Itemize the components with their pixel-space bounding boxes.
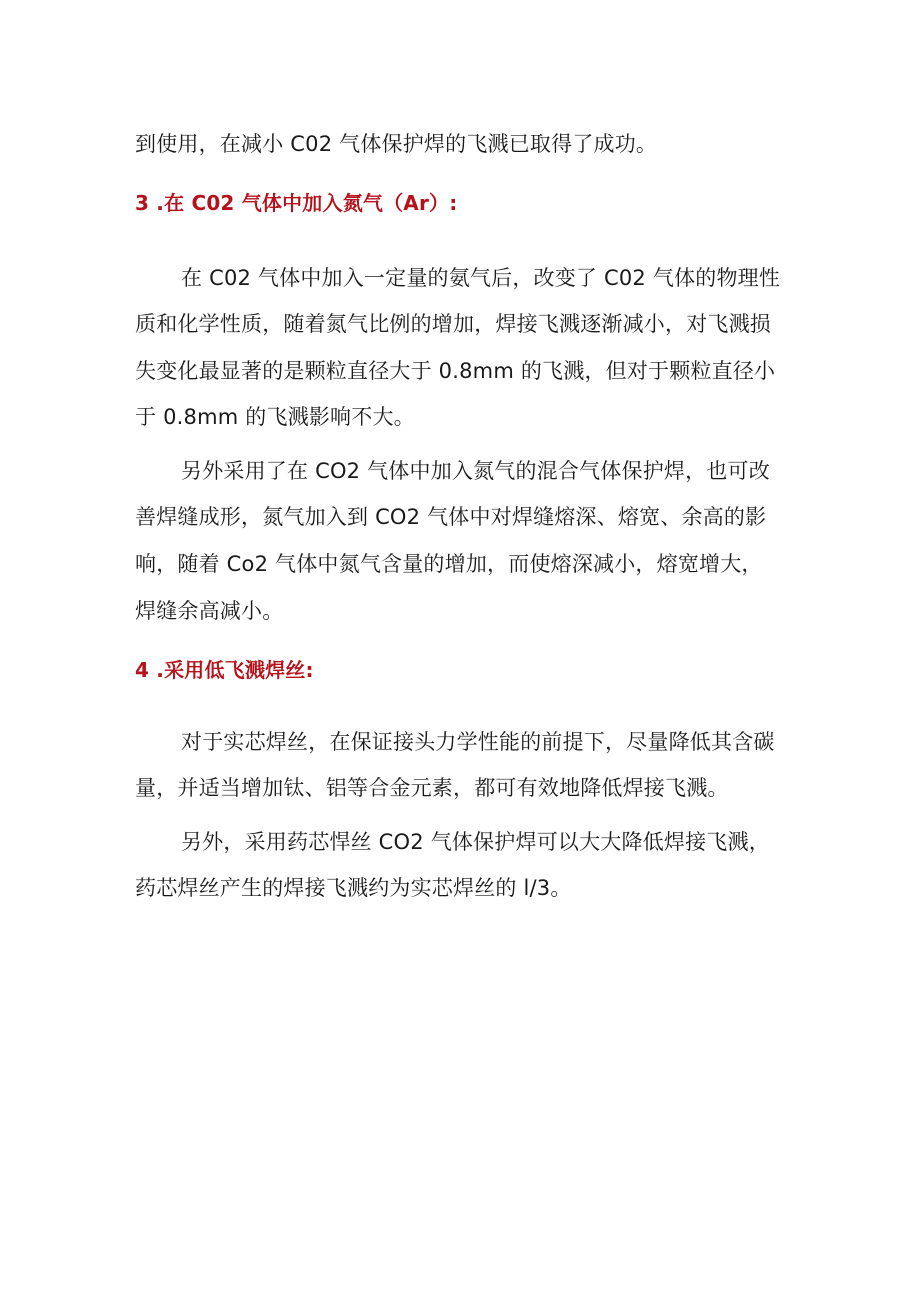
paragraph-line: 于 0.8mm 的飞溅影响不大。: [135, 405, 415, 429]
paragraph-line: 在 C02 气体中加入一定量的氨气后，改变了 C02 气体的物理性: [181, 266, 781, 290]
section-3-heading: 3 .在 C02 气体中加入氮气（Ar）:: [135, 191, 458, 215]
paragraph-line: 对于实芯焊丝，在保证接头力学性能的前提下，尽量降低其含碳: [181, 730, 775, 754]
paragraph-line: 响，随着 Co2 气体中氮气含量的增加，而使熔深减小，熔宽增大，: [135, 552, 763, 576]
intro-line: 到使用，在减小 C02 气体保护焊的飞溅已取得了成功。: [135, 132, 658, 156]
section-4-heading: 4 .采用低飞溅焊丝:: [135, 658, 314, 682]
paragraph-line: 质和化学性质，随着氮气比例的增加，焊接飞溅逐渐减小，对飞溅损: [135, 312, 771, 336]
paragraph-line: 善焊缝成形，氮气加入到 CO2 气体中对焊缝熔深、熔宽、余高的影: [135, 505, 767, 529]
paragraph-line: 药芯焊丝产生的焊接飞溅约为实芯焊丝的 l/3。: [135, 876, 572, 900]
paragraph-line: 另外，采用药芯悍丝 CO2 气体保护焊可以大大降低焊接飞溅，: [181, 830, 770, 854]
paragraph-line: 失变化最显著的是颗粒直径大于 0.8mm 的飞溅，但对于颗粒直径小: [135, 359, 776, 383]
paragraph-line: 另外采用了在 CO2 气体中加入氮气的混合气体保护焊，也可改: [181, 459, 770, 483]
paragraph-line: 焊缝余高减小。: [135, 599, 284, 623]
paragraph-line: 量，并适当增加钛、铝等合金元素，都可有效地降低焊接飞溅。: [135, 776, 729, 800]
